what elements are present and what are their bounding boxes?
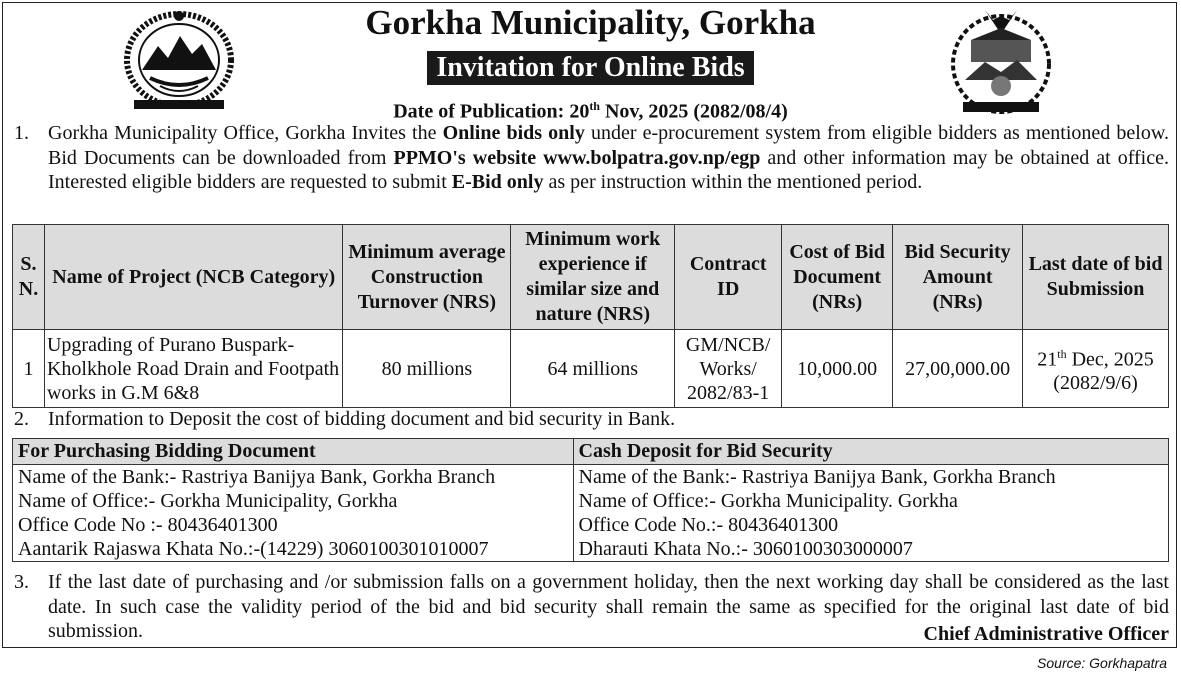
paragraph-number: 1. xyxy=(14,122,29,144)
bank-header-row xyxy=(13,439,1169,465)
header-experience: Minimum work experience if similar size and nature (NRS) xyxy=(511,225,675,330)
header-project: Name of Project (NCB Category) xyxy=(44,225,343,330)
bank-details-right xyxy=(573,465,1168,562)
subtitle-banner xyxy=(0,51,1181,85)
cell-experience: 64 millions xyxy=(511,330,675,408)
bank-header-left: For Purchasing Bidding Document xyxy=(13,439,574,465)
source-credit: Source: Gorkhapatra xyxy=(1037,655,1167,671)
header-last-date: Last date of bid Submission xyxy=(1023,225,1169,330)
cell-turnover: 80 millions xyxy=(343,330,511,408)
header-turnover: Minimum average Construction Turnover (NRS) xyxy=(343,225,511,330)
bank-line: Aantarik Rajaswa Khata No.:-(14229) 3060100301010007 xyxy=(18,538,489,560)
paragraph-2 xyxy=(14,407,1169,432)
bank-table xyxy=(12,438,1169,562)
header-contract-id: Contract ID xyxy=(675,225,782,330)
header-doc-cost: Cost of Bid Document (NRs) xyxy=(782,225,893,330)
cell-bid-security: 27,00,000.00 xyxy=(893,330,1023,408)
bank-details-left xyxy=(13,465,574,562)
cell-contract-id: GM/NCB/ Works/ 2082/83-1 xyxy=(675,330,782,408)
paragraph-number: 2. xyxy=(14,408,29,430)
cell-doc-cost: 10,000.00 xyxy=(782,330,893,408)
header-sn: S. N. xyxy=(13,225,45,330)
table-header-row xyxy=(13,225,1169,330)
paragraph-text: If the last date of purchasing and /or submission falls on a government holiday, then the next working day shall be considered as the last date. In such case the validity period of the bid and bid security shall remain the same as specified for the original last date of bid submission. xyxy=(48,571,1169,642)
bank-line: Name of the Bank:- Rastriya Banijya Bank, Gorkha Branch xyxy=(578,466,1056,488)
page-title: Gorkha Municipality, Gorkha xyxy=(365,3,816,42)
subtitle: Invitation for Online Bids xyxy=(427,51,753,85)
bank-header-right: Cash Deposit for Bid Security xyxy=(573,439,1168,465)
bank-line: Name of Office:- Gorkha Municipality. Gorkha xyxy=(578,490,958,512)
paragraph-text: Information to Deposit the cost of bidding document and bid security in Bank. xyxy=(48,408,676,430)
bank-line: Dharauti Khata No.:- 3060100303000007 xyxy=(578,538,913,560)
cell-sn: 1 xyxy=(13,330,45,408)
paragraph-text: Gorkha Municipality Office, Gorkha Invites the Online bids only under e-procurement system from eligible bidders as mentioned below. Bid Documents can be downloaded from PPMO's website www.bolpatra.gov.np/egp and other information may be obtained at office. Interested eligible bidders are requested to submit E-Bid only as per instruction within the mentioned period. xyxy=(48,122,1169,193)
paragraph-number: 3. xyxy=(14,571,29,593)
bid-table xyxy=(12,224,1169,408)
bank-line: Office Code No.:- 80436401300 xyxy=(578,514,839,536)
cell-project: Upgrading of Purano Buspark-Kholkhole Road Drain and Footpath works in G.M 6&8 xyxy=(44,330,343,408)
header-bid-security: Bid Security Amount (NRs) xyxy=(893,225,1023,330)
paragraph-1 xyxy=(14,121,1169,195)
bank-line: Office Code No :- 80436401300 xyxy=(18,514,278,536)
cell-last-date: 21th Dec, 2025 (2082/9/6) xyxy=(1023,330,1169,408)
signature: Chief Administrative Officer xyxy=(923,623,1169,645)
table-row xyxy=(13,330,1169,408)
bank-line: Name of Office:- Gorkha Municipality, Gorkha xyxy=(18,490,398,512)
bank-line: Name of the Bank:- Rastriya Banijya Bank, Gorkha Branch xyxy=(18,466,496,488)
bank-details-row xyxy=(13,465,1169,562)
publication-date: Date of Publication: 20th Nov, 2025 (2082/08/4) xyxy=(393,99,788,123)
